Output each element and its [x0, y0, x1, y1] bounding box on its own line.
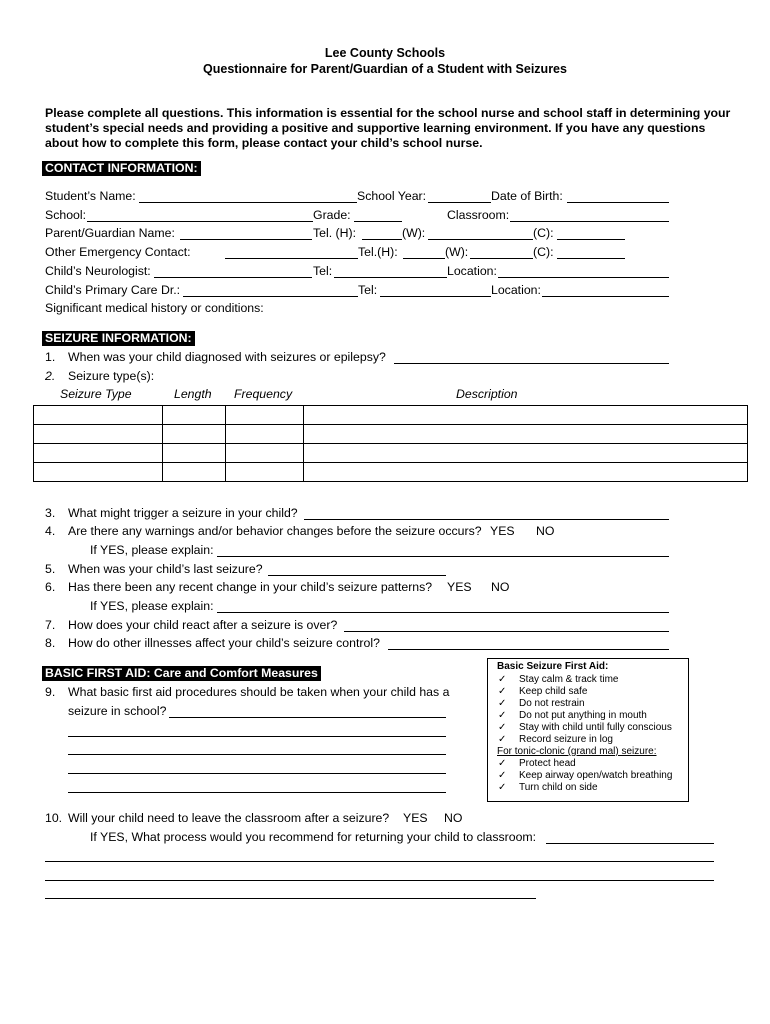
check-icon: ✓: [498, 674, 507, 685]
q6-yes-option[interactable]: YES: [447, 580, 472, 594]
check-icon: ✓: [498, 770, 507, 781]
table-cell[interactable]: [304, 406, 748, 425]
check-icon: ✓: [498, 722, 507, 733]
q10-number: 10.: [45, 811, 63, 825]
neurologist-label: Child’s Neurologist:: [45, 264, 151, 278]
q10-field-2[interactable]: [45, 861, 714, 862]
table-cell[interactable]: [226, 463, 304, 482]
table-cell[interactable]: [163, 444, 226, 463]
contact-heading: CONTACT INFORMATION:: [42, 161, 201, 176]
q10-field-1[interactable]: [546, 843, 714, 844]
q6-explain-field[interactable]: [217, 612, 669, 613]
table-cell[interactable]: [304, 425, 748, 444]
check-icon: ✓: [498, 686, 507, 697]
table-row: [34, 463, 748, 482]
tel-c-label: (C):: [533, 226, 554, 240]
q1-number: 1.: [45, 350, 56, 364]
col-seizure-type: Seizure Type: [60, 387, 132, 401]
first-aid-item: Record seizure in log: [519, 734, 613, 745]
q5-number: 5.: [45, 562, 56, 576]
first-aid-item: Stay calm & track time: [519, 674, 619, 685]
table-row: [34, 444, 748, 463]
q3-field[interactable]: [304, 519, 669, 520]
emergency-tel-h-field[interactable]: [403, 258, 445, 259]
q3-number: 3.: [45, 506, 56, 520]
classroom-label: Classroom:: [447, 208, 510, 222]
table-cell[interactable]: [304, 463, 748, 482]
emergency-tel-w-label: (W):: [445, 245, 469, 259]
parent-field[interactable]: [180, 239, 312, 240]
form-title: Questionnaire for Parent/Guardian of a Student with Seizures: [203, 62, 567, 76]
primary-tel-field[interactable]: [380, 296, 491, 297]
table-cell[interactable]: [34, 463, 163, 482]
tel-h-label: Tel. (H):: [313, 226, 357, 240]
student-name-label: Student’s Name:: [45, 189, 136, 203]
table-cell[interactable]: [163, 425, 226, 444]
col-frequency: Frequency: [234, 387, 293, 401]
classroom-field[interactable]: [510, 221, 669, 222]
q8-text: How do other illnesses affect your child’s seizure control?: [68, 636, 380, 650]
seizure-type-table: [33, 405, 748, 482]
table-cell[interactable]: [163, 406, 226, 425]
emergency-tel-c-label: (C):: [533, 245, 554, 259]
q7-number: 7.: [45, 618, 56, 632]
intro-text: Please complete all questions. This information is essential for the school nurse and school staff in determining your student’s special needs and providing a positive and supportive learning environment. If you have any questions about how to complete this form, please contact your child’s school nurse.: [45, 106, 731, 150]
tonic-item: Turn child on side: [519, 782, 598, 793]
tonic-clonic-label: For tonic-clonic (grand mal) seizure:: [497, 746, 657, 757]
first-aid-item: Stay with child until fully conscious: [519, 722, 672, 733]
q9-text-line2: seizure in school?: [68, 704, 167, 718]
q10-field-4[interactable]: [45, 898, 536, 899]
history-label: Significant medical history or conditions:: [45, 301, 264, 315]
q4-explain-label: If YES, please explain:: [90, 543, 214, 557]
emergency-field[interactable]: [225, 258, 358, 259]
q6-number: 6.: [45, 580, 56, 594]
parent-label: Parent/Guardian Name:: [45, 226, 175, 240]
tel-w-field[interactable]: [428, 239, 533, 240]
q1-text: When was your child diagnosed with seizures or epilepsy?: [68, 350, 386, 364]
q2-text: Seizure type(s):: [68, 369, 155, 383]
emergency-tel-w-field[interactable]: [470, 258, 533, 259]
check-icon: ✓: [498, 734, 507, 745]
q10-yes-option[interactable]: YES: [403, 811, 428, 825]
q2-number: 2.: [45, 369, 56, 383]
school-year-label: School Year:: [357, 189, 427, 203]
tel-w-label: (W):: [402, 226, 426, 240]
table-cell[interactable]: [226, 425, 304, 444]
first-aid-item: Do not put anything in mouth: [519, 710, 647, 721]
primary-location-field[interactable]: [542, 296, 669, 297]
first-aid-item: Keep child safe: [519, 686, 588, 697]
org-name: Lee County Schools: [324, 46, 446, 60]
q9-field-3[interactable]: [68, 754, 446, 755]
primary-care-field[interactable]: [183, 296, 358, 297]
first-aid-box: [487, 658, 689, 802]
primary-tel-label: Tel:: [358, 283, 378, 297]
q5-text: When was your child’s last seizure?: [68, 562, 263, 576]
student-name-field[interactable]: [139, 202, 357, 203]
q7-text: How does your child react after a seizure is over?: [68, 618, 338, 632]
q3-text: What might trigger a seizure in your child?: [68, 506, 298, 520]
first-aid-item: Do not restrain: [519, 698, 585, 709]
school-year-field[interactable]: [428, 202, 491, 203]
check-icon: ✓: [498, 758, 507, 769]
emergency-tel-c-field[interactable]: [557, 258, 625, 259]
grade-label: Grade:: [313, 208, 351, 222]
tonic-item: Protect head: [519, 758, 576, 769]
table-row: [34, 406, 748, 425]
check-icon: ✓: [498, 710, 507, 721]
table-cell[interactable]: [226, 406, 304, 425]
table-row: [34, 425, 748, 444]
q7-field[interactable]: [344, 631, 669, 632]
tel-c-field[interactable]: [557, 239, 625, 240]
q9-number: 9.: [45, 685, 56, 699]
table-cell[interactable]: [34, 444, 163, 463]
q6-text: Has there been any recent change in your child’s seizure patterns?: [68, 580, 433, 594]
check-icon: ✓: [498, 782, 507, 793]
table-cell[interactable]: [163, 463, 226, 482]
neurologist-location-label: Location:: [447, 264, 497, 278]
q5-field[interactable]: [268, 575, 446, 576]
q1-field[interactable]: [394, 363, 669, 364]
check-icon: ✓: [498, 698, 507, 709]
col-description: Description: [456, 387, 518, 401]
first-aid-heading: BASIC FIRST AID: Care and Comfort Measures: [42, 666, 321, 681]
col-length: Length: [174, 387, 212, 401]
q8-number: 8.: [45, 636, 56, 650]
q9-field-1[interactable]: [169, 717, 446, 718]
q10-text: Will your child need to leave the classroom after a seizure?: [68, 811, 390, 825]
neurologist-tel-field[interactable]: [334, 277, 447, 278]
neurologist-location-field[interactable]: [498, 277, 669, 278]
primary-care-label: Child’s Primary Care Dr.:: [45, 283, 181, 297]
neurologist-tel-label: Tel:: [313, 264, 333, 278]
q4-explain-field[interactable]: [217, 556, 669, 557]
seizure-heading: SEIZURE INFORMATION:: [42, 331, 195, 346]
q10-followup: If YES, What process would you recommend for returning your child to classroom:: [90, 830, 537, 844]
q4-yes-option[interactable]: YES: [490, 524, 515, 538]
primary-location-label: Location:: [491, 283, 541, 297]
q9-field-5[interactable]: [68, 792, 446, 793]
grade-field[interactable]: [354, 221, 402, 222]
dob-field[interactable]: [567, 202, 669, 203]
tel-h-field[interactable]: [362, 239, 402, 240]
q6-no-option[interactable]: NO: [491, 580, 510, 594]
q6-explain-label: If YES, please explain:: [90, 599, 214, 613]
emergency-tel-h-label: Tel.(H):: [358, 245, 398, 259]
neurologist-field[interactable]: [154, 277, 312, 278]
table-cell[interactable]: [226, 444, 304, 463]
school-field[interactable]: [87, 221, 313, 222]
q9-field-4[interactable]: [68, 773, 446, 774]
q9-text-line1: What basic first aid procedures should be taken when your child has a: [68, 685, 450, 699]
q10-field-3[interactable]: [45, 880, 714, 881]
table-cell[interactable]: [304, 444, 748, 463]
dob-label: Date of Birth:: [491, 189, 563, 203]
q4-no-option[interactable]: NO: [536, 524, 555, 538]
school-label: School:: [45, 208, 87, 222]
table-cell[interactable]: [34, 406, 163, 425]
q4-number: 4.: [45, 524, 56, 538]
emergency-label: Other Emergency Contact:: [45, 245, 191, 259]
table-cell[interactable]: [34, 425, 163, 444]
first-aid-box-title: Basic Seizure First Aid:: [497, 661, 609, 672]
tonic-item: Keep airway open/watch breathing: [519, 770, 673, 781]
q8-field[interactable]: [388, 649, 669, 650]
q10-no-option[interactable]: NO: [444, 811, 463, 825]
q4-text: Are there any warnings and/or behavior changes before the seizure occurs?: [68, 524, 482, 538]
q9-field-2[interactable]: [68, 736, 446, 737]
